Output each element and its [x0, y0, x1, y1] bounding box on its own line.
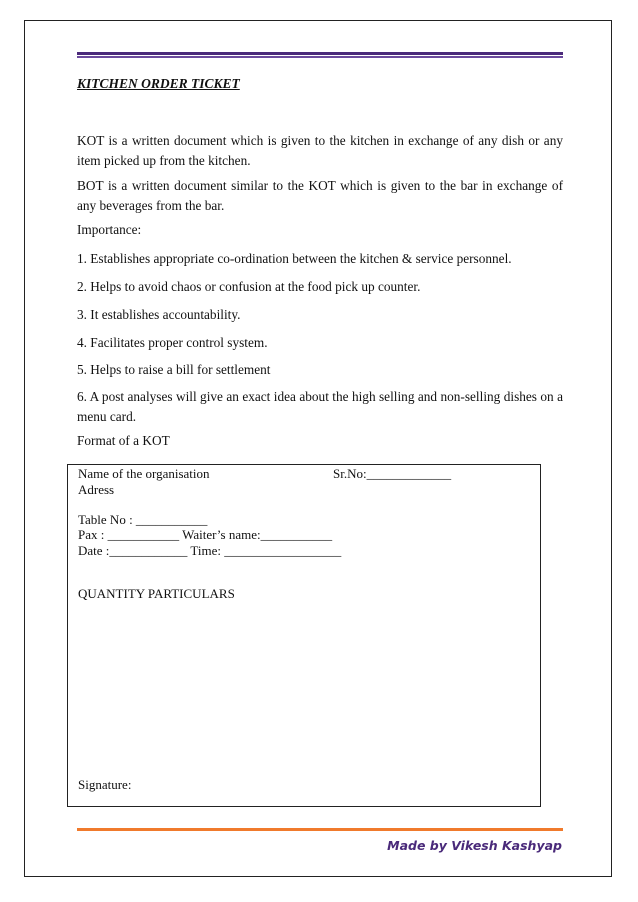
quantity-particulars-heading: QUANTITY PARTICULARS [78, 586, 235, 601]
header-rule-secondary [77, 56, 563, 58]
table-number-field: Table No : ___________ [78, 512, 208, 527]
footer-rule [77, 828, 563, 831]
author-credit: Made by Vikesh Kashyap [387, 838, 562, 853]
header-rule [77, 52, 563, 55]
pax-waiter-field: Pax : ___________ Waiter’s name:___________ [78, 527, 333, 542]
importance-item-2: 2. Helps to avoid chaos or confusion at the food pick up counter. [77, 279, 421, 294]
importance-item-3: 3. It establishes accountability. [77, 307, 241, 322]
format-heading: Format of a KOT [77, 433, 170, 448]
importance-item-4: 4. Facilitates proper control system. [77, 335, 268, 350]
importance-item-5: 5. Helps to raise a bill for settlement [77, 362, 271, 377]
serial-number-field: Sr.No:_____________ [333, 466, 452, 481]
importance-heading: Importance: [77, 222, 142, 237]
page-title: KITCHEN ORDER TICKET [77, 76, 240, 91]
signature-label: Signature: [78, 777, 132, 792]
date-time-field: Date :____________ Time: __________________ [78, 543, 342, 558]
org-name-label: Name of the organisation [78, 466, 210, 481]
kot-form [67, 464, 541, 807]
importance-item-1: 1. Establishes appropriate co-ordination between the kitchen & service personnel. [77, 251, 512, 266]
importance-item-6: 6. A post analyses will give an exact idea about the high selling and non-selling dishes on a menu card. [77, 389, 563, 424]
bot-definition: BOT is a written document similar to the KOT which is given to the bar in exchange of any beverages from the bar. [77, 178, 563, 213]
kot-definition: KOT is a written document which is given to the kitchen in exchange of any dish or any item picked up from the kitchen. [77, 133, 563, 168]
address-label: Adress [78, 482, 115, 497]
